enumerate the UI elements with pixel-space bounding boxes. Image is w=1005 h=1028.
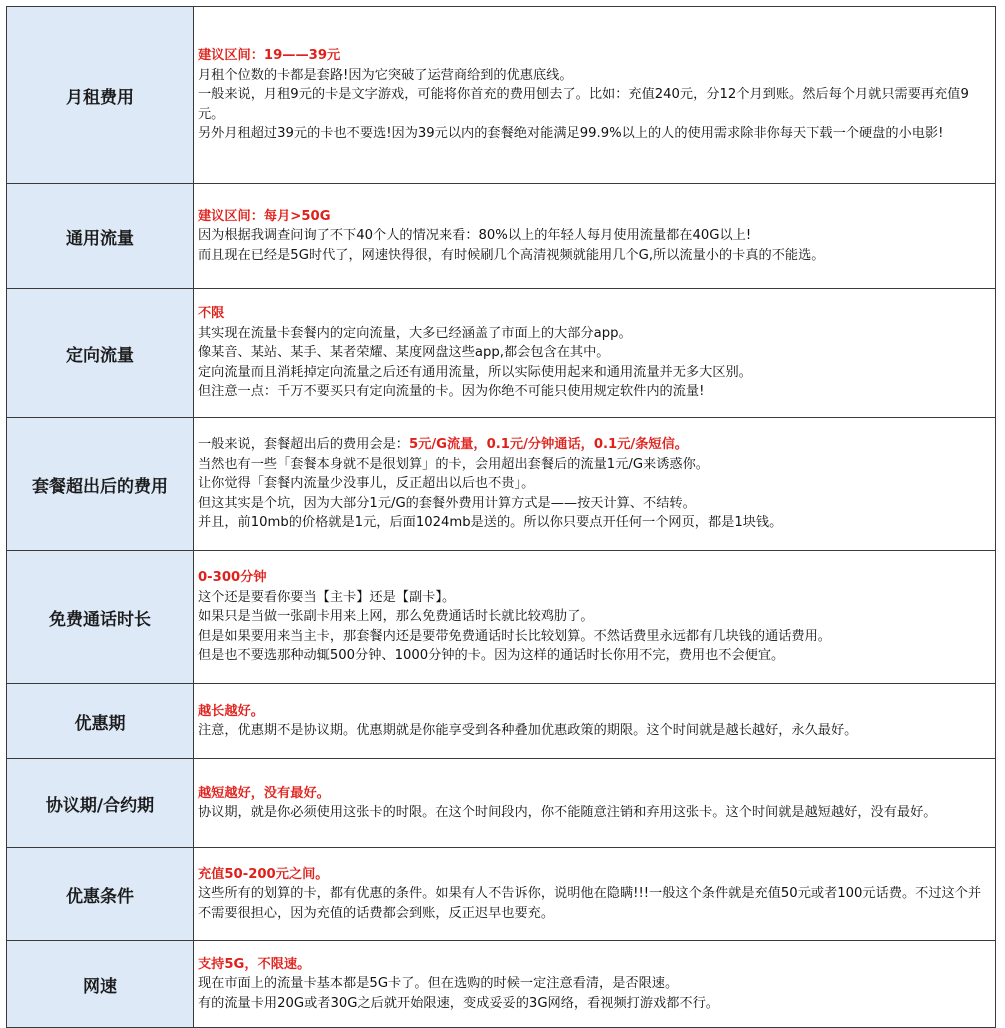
content-line <box>198 435 989 455</box>
table-row-free-call-minutes <box>7 551 996 684</box>
row-label: 免费通话时长 <box>7 551 194 684</box>
table-row-contract-period <box>7 759 996 848</box>
content-line: 但这其实是个坑，因为大部分1元/G的套餐外费用计算方式是——按天计算、不结转。 <box>198 495 696 511</box>
row-label: 月租费用 <box>7 7 194 184</box>
content-line: 当然也有一些「套餐本身就不是很划算」的卡，会用超出套餐后的流量1元/G来诱惑你。 <box>198 456 709 472</box>
table-row-promo-period <box>7 684 996 759</box>
content-line: 但是也不要选那种动辄500分钟、1000分钟的卡。因为这样的通话时长你用不完，费用也不会便宜。 <box>198 648 785 664</box>
table-row-monthly-fee <box>7 7 996 184</box>
highlight-text: 不限 <box>198 306 225 322</box>
row-label: 网速 <box>7 941 194 1028</box>
row-content <box>194 759 996 848</box>
row-label: 协议期/合约期 <box>7 759 194 848</box>
content-line: 定向流量而且消耗掉定向流量之后还有通用流量，所以实际使用起来和通用流量并无多大区别。 <box>198 364 752 380</box>
row-content <box>194 418 996 551</box>
table-row-directed-data <box>7 289 996 418</box>
row-content <box>194 684 996 759</box>
row-content <box>194 848 996 941</box>
content-line: 协议期，就是你必须使用这张卡的时限。在这个时间段内，你不能随意注销和弃用这张卡。这个时间就是越短越好，没有最好。 <box>198 805 937 820</box>
content-line: 一般来说，月租9元的卡是文字游戏，可能将你首充的费用刨去了。比如：充值240元，分12个月到账。然后每个月就只需要再充值9元。 <box>198 87 969 122</box>
row-content <box>194 941 996 1028</box>
row-content <box>194 7 996 184</box>
content-line: 其实现在流量卡套餐内的定向流量，大多已经涵盖了市面上的大部分app。 <box>198 325 632 341</box>
content-line <box>198 955 989 975</box>
content-line: 让你觉得「套餐内流量少没事儿，反正超出以后也不贵」。 <box>198 476 535 492</box>
content-line: 现在市面上的流量卡基本都是5G卡了。但在选购的时候一定注意看清，是否限速。 <box>198 976 679 992</box>
content-line: 有的流量卡用20G或者30G之后就开始限速，变成妥妥的3G网络，看视频打游戏都不行。 <box>198 995 719 1011</box>
table-body <box>7 7 996 1028</box>
highlight-text: 越短越好，没有最好。 <box>198 785 330 801</box>
content-line: 像某音、某站、某手、某者荣耀、某度网盘这些app,都会包含在其中。 <box>198 345 610 361</box>
highlight-text: 0-300分钟 <box>198 570 267 586</box>
table-row-network-speed <box>7 941 996 1028</box>
row-label: 优惠期 <box>7 684 194 759</box>
content-line: 这些所有的划算的卡，都有优惠的条件。如果有人不告诉你，说明他在隐瞒!!!一般这个条件就是充值50元或者100元话费。不过这个并不需要很担心，因为充值的话费都会到账，反正迟早也要充。 <box>198 886 982 921</box>
content-line: 而且现在已经是5G时代了，网速快得很，有时候刷几个高清视频就能用几个G,所以流量小的卡真的不能选。 <box>198 247 825 263</box>
row-content <box>194 551 996 684</box>
content-line: 注意，优惠期不是协议期。优惠期就是你能享受到各种叠加优惠政策的期限。这个时间就是越长越好，永久最好。 <box>198 723 858 738</box>
row-label: 通用流量 <box>7 184 194 289</box>
content-line <box>198 568 989 588</box>
content-line <box>198 304 989 324</box>
row-content <box>194 184 996 289</box>
content-line: 月租个位数的卡都是套路!因为它突破了运营商给到的优惠底线。 <box>198 67 573 83</box>
content-line: 但是如果要用来当主卡，那套餐内还是要带免费通话时长比较划算。不然话费里永远都有几块钱的通话费用。 <box>198 628 831 644</box>
content-line: 因为根据我调查问询了不下40个人的情况来看：80%以上的年轻人每月使用流量都在40G以上! <box>198 228 752 244</box>
table-row-promo-conditions <box>7 848 996 941</box>
row-label: 优惠条件 <box>7 848 194 941</box>
content-text: 一般来说，套餐超出后的费用会是： <box>198 437 409 453</box>
content-line: 并且，前10mb的价格就是1元，后面1024mb是送的。所以你只要点开任何一个网页，都是1块钱。 <box>198 515 783 531</box>
content-line <box>198 46 989 66</box>
row-label: 套餐超出后的费用 <box>7 418 194 551</box>
highlight-text: 建议区间：19——39元 <box>198 48 341 64</box>
content-line: 如果只是当做一张副卡用来上网，那么免费通话时长就比较鸡肋了。 <box>198 609 594 625</box>
content-line <box>198 784 989 804</box>
table-row-overage-fee <box>7 418 996 551</box>
content-line: 但注意一点：千万不要买只有定向流量的卡。因为你绝不可能只使用规定软件内的流量! <box>198 384 705 400</box>
content-line: 另外月租超过39元的卡也不要选!因为39元以内的套餐绝对能满足99.9%以上的人的使用需求除非你每天下载一个硬盘的小电影! <box>198 126 944 142</box>
row-content <box>194 289 996 418</box>
highlight-text: 支持5G，不限速。 <box>198 956 311 972</box>
comparison-table-wrapper <box>6 6 996 1028</box>
highlight-text: 越长越好。 <box>198 703 264 719</box>
content-line <box>198 207 989 227</box>
row-label: 定向流量 <box>7 289 194 418</box>
highlight-text: 建议区间：每月>50G <box>198 208 331 224</box>
content-line: 这个还是要看你要当【主卡】还是【副卡】。 <box>198 589 456 605</box>
table-row-general-data <box>7 184 996 289</box>
highlight-text: 充值50-200元之间。 <box>198 866 329 882</box>
content-line <box>198 702 989 722</box>
sim-card-guide-table <box>6 6 996 1028</box>
content-line <box>198 865 989 885</box>
highlight-text: 5元/G流量，0.1元/分钟通话，0.1元/条短信。 <box>409 437 688 453</box>
